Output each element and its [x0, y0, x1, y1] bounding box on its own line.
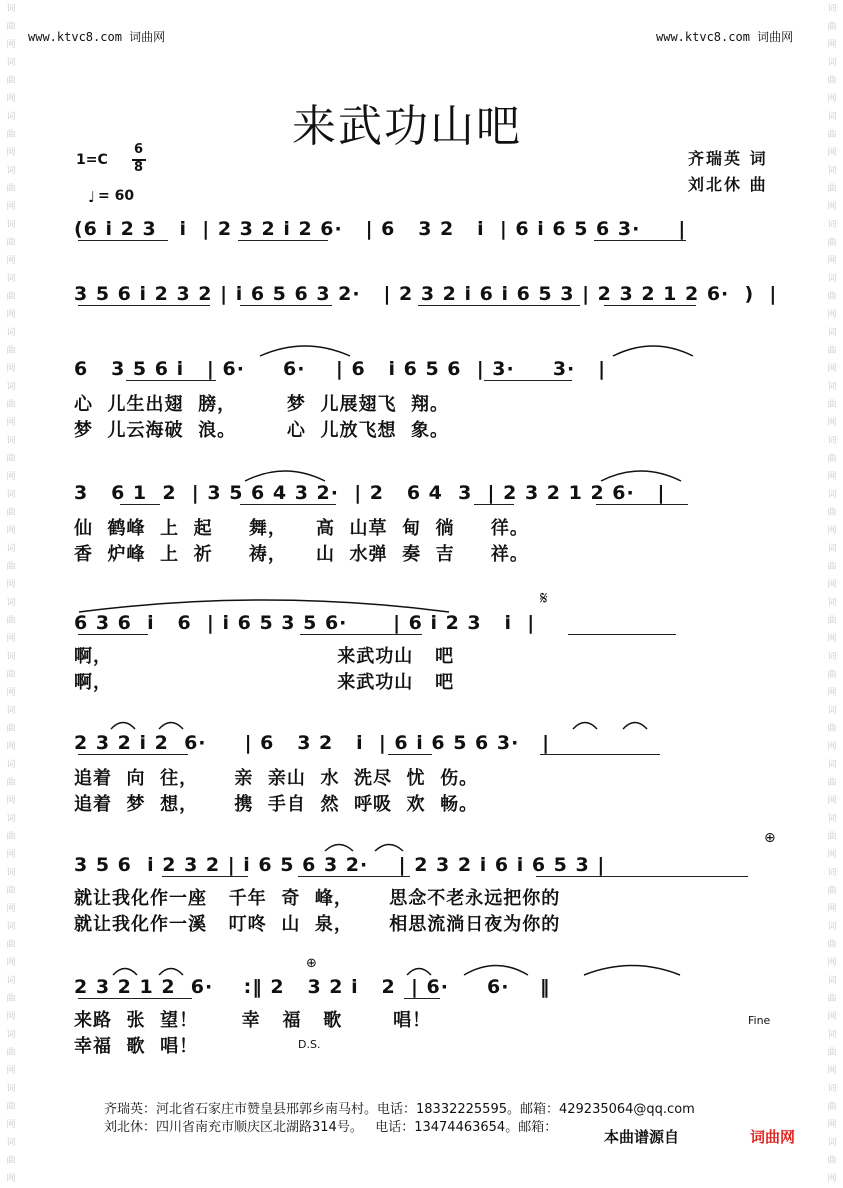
- slur-arc: [322, 838, 356, 854]
- slur-arc: [156, 716, 186, 732]
- beam-line: [404, 998, 440, 999]
- lyric-row-4-verse-2: 香 炉峰 上 祈 祷， 山 水弹 奏 吉 祥。: [74, 544, 529, 565]
- left-watermark-strip: 词曲网词曲网词曲网词曲网词曲网词曲网词曲网词曲网词曲网词曲网词曲网词曲网词曲网词曲网词曲网词曲网词曲网词曲网词曲网词曲网词曲网词曲网: [6, 4, 16, 1184]
- notation-row-2: 3 5 6 i 2 3 2 | i 6 5 6 3 2· | 2 3 2 i 6 i 6 5 3 | 2 3 2 1 2 6· ) |: [74, 283, 778, 305]
- coda-mark: ⊕: [764, 830, 776, 846]
- beam-line: [568, 634, 676, 635]
- segno-mark: 𝄋: [540, 588, 548, 609]
- composer-contact: 刘北休：四川省南充市顺庆区北湖路314号。 电话：13474463654。邮箱：: [104, 1120, 558, 1135]
- slur-arc: [108, 716, 138, 732]
- notation-row-3: 6 3 5 6 i | 6· 6· | 6 i 6 5 6 | 3· 3· |: [74, 358, 607, 380]
- notation-row-1: (6 i 2 3 i | 2 3 2 i 2 6· | 6 3 2 i | 6 i 6 5 6 3· |: [74, 218, 687, 240]
- beam-line: [162, 876, 248, 877]
- beam-line: [240, 305, 332, 306]
- time-sig-top: 6: [134, 142, 144, 157]
- beam-line: [388, 754, 432, 755]
- notation-row-8: 2 3 2 1 2 6· :‖ 2 3 2 i 2 | 6· 6· ‖: [74, 976, 551, 998]
- key-signature: 1=C: [76, 152, 108, 168]
- lyric-row-8-verse-1: 来路 张 望！ 幸 福 歌 唱！: [74, 1010, 432, 1031]
- lyric-row-6-verse-1: 追着 向 往， 亲 亲山 水 洗尽 忧 伤。: [74, 768, 479, 789]
- notation-row-4: 3 6 1 2 | 3 5 6 4 3 2· | 2 6 4 3 | 2 3 2 1 2 6· |: [74, 482, 666, 504]
- tempo: = 60: [98, 188, 135, 204]
- beam-line: [536, 876, 748, 877]
- beam-line: [120, 504, 160, 505]
- beam-line: [78, 998, 192, 999]
- beam-line: [540, 754, 660, 755]
- beam-line: [418, 305, 580, 306]
- lyric-row-3-verse-2: 梦 儿云海破 浪。 心 儿放飞想 象。: [74, 420, 449, 441]
- beam-line: [78, 240, 168, 241]
- brand-logo-text: 词曲网: [750, 1128, 796, 1146]
- lyric-row-8-verse-2: 幸福 歌 唱！: [74, 1036, 199, 1057]
- beam-line: [484, 380, 572, 381]
- slur-arc: [570, 716, 600, 732]
- beam-line: [594, 240, 686, 241]
- lyric-row-7-verse-2: 就让我化作一溪 叮咚 山 泉， 相思流淌日夜为你的: [74, 914, 561, 935]
- beam-line: [300, 634, 422, 635]
- source-label: 本曲谱源自: [604, 1128, 680, 1146]
- beam-line: [126, 380, 216, 381]
- tie-arc: [608, 340, 698, 360]
- slur-arc: [620, 716, 650, 732]
- lyric-row-4-verse-1: 仙 鹤峰 上 起 舞， 高 山草 甸 徜 徉。: [74, 518, 529, 539]
- ds-mark: D.S.: [298, 1038, 321, 1051]
- beam-line: [78, 305, 210, 306]
- quarter-note-icon: ♩: [88, 188, 96, 206]
- lyricist-credit: 齐瑞英 词: [688, 149, 768, 168]
- lyric-row-5-verse-1: 啊， 来武功山 吧: [74, 646, 455, 667]
- time-sig-bottom: 8: [134, 160, 144, 175]
- tie-arc: [255, 340, 355, 360]
- composer-credit: 刘北休 曲: [688, 175, 768, 194]
- notation-row-6: 2 3 2 i 2 6· | 6 3 2 i | 6 i 6 5 6 3· |: [74, 732, 551, 754]
- beam-line: [78, 754, 188, 755]
- slur-arc: [372, 838, 406, 854]
- tie-arc: [580, 958, 684, 978]
- right-watermark-strip: 词曲网词曲网词曲网词曲网词曲网词曲网词曲网词曲网词曲网词曲网词曲网词曲网词曲网词曲网词曲网词曲网词曲网词曲网词曲网词曲网词曲网词曲网: [827, 4, 837, 1184]
- lyric-row-3-verse-1: 心 儿生出翅 膀， 梦 儿展翅飞 翔。: [74, 394, 449, 415]
- beam-line: [298, 876, 410, 877]
- lyricist-contact: 齐瑞英：河北省石家庄市赞皇县邢郭乡南马村。电话：18332225595。邮箱：429235064@qq.com: [104, 1102, 695, 1117]
- beam-line: [78, 634, 148, 635]
- beam-line: [596, 504, 688, 505]
- lyric-row-5-verse-2: 啊， 来武功山 吧: [74, 672, 455, 693]
- lyric-row-6-verse-2: 追着 梦 想， 携 手自 然 呼吸 欢 畅。: [74, 794, 479, 815]
- beam-line: [474, 504, 514, 505]
- coda-mark-2: ⊕: [306, 956, 317, 971]
- notation-row-7: 3 5 6 i 2 3 2 | i 6 5 6 3 2· | 2 3 2 i 6 i 6 5 3 |: [74, 854, 606, 876]
- header-url-right: www.ktvc8.com 词曲网: [656, 30, 794, 44]
- tie-arc: [460, 958, 532, 978]
- fine-mark: Fine: [748, 1014, 771, 1027]
- beam-line: [238, 240, 328, 241]
- beam-line: [604, 305, 696, 306]
- lyric-row-7-verse-1: 就让我化作一座 千年 奇 峰， 思念不老永远把你的: [74, 888, 561, 909]
- header-url-left: www.ktvc8.com 词曲网: [28, 30, 166, 44]
- song-title: 来武功山吧: [292, 101, 522, 152]
- notation-row-5: 6 3 6 i 6 | i 6 5 3 5 6· | 6 i 2 3 i |: [74, 612, 536, 634]
- beam-line: [240, 504, 336, 505]
